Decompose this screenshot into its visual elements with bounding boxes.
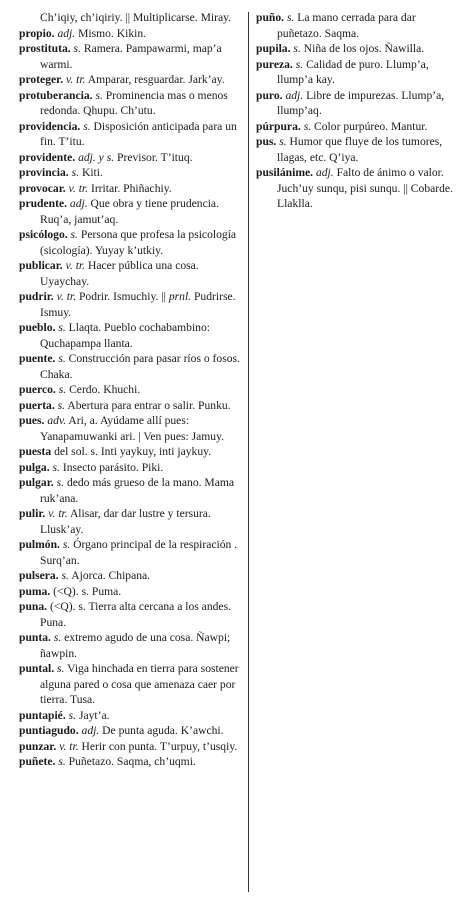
entry-headword: pupila. [256,42,291,55]
entry-definition: dedo más grueso de la mano. Mama ruk’ana. [40,476,235,505]
dictionary-entry [19,568,241,584]
entry-grammar: s. [70,228,78,241]
column-divider [248,12,249,892]
entry-definition: Libre de impurezas. Llump’a, llump’aq. [277,88,445,117]
entry-grammar: s. [52,460,60,474]
dictionary-entry [19,584,241,600]
entry-definition: Herir con punta. T’urpuy, t’usqiy. [81,739,238,753]
dictionary-entry [19,754,241,770]
entry-grammar: v. tr. [66,73,86,86]
entry-grammar: v. tr. [48,507,68,520]
entry-definition: Ari, a. Ayúdame allí pues: Yanapamuwanki ari. | Ven pues: Jamuy. [40,414,225,443]
entry-definition: Cerdo. Khuchi. [69,383,141,396]
entry-definition: Amparar, resguardar. Jark’ay. [87,73,225,86]
entry-definition: Alisar, dar dar lustre y tersura. Llusk’ay. [40,507,211,536]
entry-grammar: adj. [285,88,304,102]
entry-grammar: s. [83,119,91,133]
entry-headword: puntapié. [19,708,66,722]
entry-definition: Niña de los ojos. Ñawilla. [303,42,425,55]
entry-headword: púrpura. [256,119,301,133]
dictionary-entry [19,661,241,708]
entry-headword: puesta [19,445,52,458]
entry-grammar: s. [53,631,62,644]
dictionary-entry [19,72,241,88]
entry-headword: provincia. [19,166,69,179]
entry-headword: puna. [19,600,48,613]
entry-definition: s. Puma. [81,584,122,598]
entry-definition: Previsor. T’ituq. [117,150,193,164]
entry-definition: Ajorca. Chipana. [71,569,151,582]
dictionary-entry [19,196,241,227]
entry-grammar: s. [57,662,65,675]
entry-grammar: s. [57,398,66,412]
entry-headword: puente. [19,352,56,365]
entry-headword: puerco. [19,383,56,396]
right-column [256,10,461,212]
entry-headword: punta. [19,631,51,644]
dictionary-entry [19,320,241,351]
entry-headword: puntal. [19,662,55,675]
entry-headword: puerta. [19,398,55,412]
entry-grammar: adv. [47,414,67,427]
entry-grammar: prnl. [168,290,192,303]
entry-grammar: s. [62,538,71,551]
entry-definition: Disposición anticipada para un fin. T’itu. [40,119,237,148]
dictionary-entry [19,88,241,119]
entry-definition: Construcción para pasar ríos o fosos. Chaka. [40,352,240,381]
entry-headword: provocar. [19,181,66,195]
entry-headword: pues. [19,414,45,427]
entry-headword: pudrir. [19,290,54,303]
dictionary-entry [19,708,241,724]
dictionary-entry [19,26,241,42]
entry-headword: pulir. [19,507,46,520]
entry-headword: pueblo. [19,321,56,334]
entry-grammar: s. [56,476,65,489]
dictionary-entry [256,57,461,88]
entry-grammar: (<Q). [49,600,76,613]
entry-grammar: s. [279,135,287,148]
dictionary-entry [19,181,241,197]
dictionary-entry [19,165,241,181]
entry-grammar: s. [95,88,103,102]
entry-grammar: (<Q). [53,584,79,598]
entry-grammar: s. [58,321,66,334]
entry-grammar: s. [61,569,69,582]
entry-definition: Hacer pública una cosa. Uyaychay. [40,259,199,288]
entry-definition: Color purpúreo. Mantur. [314,119,428,133]
dictionary-entry [19,444,241,460]
entry-headword: pusilánime. [256,166,314,179]
entry-headword: puma. [19,584,51,598]
entry-headword: proteger. [19,73,64,86]
entry-headword: pus. [256,135,277,148]
entry-headword: pulga. [19,460,50,474]
entry-grammar: s. [303,119,312,133]
dictionary-entry [19,258,241,289]
dictionary-entry [19,630,241,661]
entry-headword: puño. [256,11,285,24]
left-column [19,10,241,770]
entry-definition: Prominencia mas o menos redonda. Qhupu. Ch’utu. [40,88,228,117]
entry-grammar: adj. [57,26,76,40]
entry-grammar: adj. y s. [78,150,115,164]
entry-headword: pulmón. [19,538,60,551]
dictionary-entry [19,739,241,755]
dictionary-entry [19,398,241,414]
entry-headword: puro. [256,88,283,102]
dictionary-entry [19,227,241,258]
entry-headword: providencia. [19,119,81,133]
dictionary-entry [19,150,241,166]
entry-grammar: s. [73,42,81,55]
entry-definition: Podrir. Ismuchiy. || [78,290,166,303]
entry-definition: Pudrirse. Ismuy. [40,290,236,319]
entry-headword: pulgar. [19,476,54,489]
entry-grammar: v. tr. [59,739,79,753]
dictionary-entry [19,10,241,26]
entry-headword: pureza. [256,57,293,71]
entry-grammar: adj. [81,724,100,737]
entry-grammar: s. [71,166,80,179]
dictionary-entry [256,165,461,212]
dictionary-entry [256,134,461,165]
entry-grammar: v. tr. [68,181,89,195]
entry-headword: prudente. [19,197,67,210]
dictionary-entry [19,289,241,320]
entry-headword: protuberancia. [19,88,93,102]
entry-grammar: s. [293,42,301,55]
entry-headword: publicar. [19,259,63,272]
entry-grammar: v. tr. [65,259,86,272]
dictionary-entry [19,460,241,476]
entry-definition: Mismo. Kikin. [78,26,147,40]
entry-definition: Irritar. Phiñachiy. [90,181,172,195]
entry-headword: pulsera. [19,569,59,582]
dictionary-entry [19,41,241,72]
dictionary-entry [19,119,241,150]
entry-definition: s. Tierra alta cercana a los andes. Puna. [40,600,231,629]
entry-definition: De punta aguda. K’awchi. [102,724,224,737]
dictionary-entry [19,723,241,739]
dictionary-entry [256,41,461,57]
entry-headword: propio. [19,26,55,40]
entry-grammar: s. [286,11,295,24]
entry-grammar: s. [68,708,77,722]
entry-definition: extremo agudo de una cosa. Ñawpi; ñawpin. [40,631,231,660]
entry-definition: Ch’iqiy, ch’iqiriy. || Multiplicarse. Miray. [40,11,232,24]
entry-definition: Órgano principal de la respiración . Surq’an. [40,538,238,567]
entry-definition: Jayt’a. [78,708,110,722]
entry-definition: Que obra y tiene prudencia. Ruq’a, jamut’aq. [40,197,219,226]
entry-grammar: s. [58,755,66,768]
entry-definition: Llaqta. Pueblo cochabambino: Quchapampa llanta. [40,321,210,350]
entry-definition: Humor que fluye de los tumores, llagas, etc. Q’iya. [277,135,443,164]
entry-definition: Calidad de puro. Llump’a, llump’a kay. [277,57,429,86]
entry-definition: Kiti. [81,166,103,179]
entry-grammar: adj. [315,166,334,179]
entry-definition: La mano cerrada para dar puñetazo. Saqma. [277,11,416,40]
entry-grammar: s. [58,352,66,365]
entry-definition: Abertura para entrar o salir. Punku. [67,398,231,412]
entry-headword: puñete. [19,755,56,768]
dictionary-entry [19,506,241,537]
dictionary-entry [256,10,461,41]
dictionary-entry [256,88,461,119]
entry-definition: Insecto parásito. Piki. [62,460,164,474]
entry-grammar: s. [295,57,304,71]
entry-definition: Puñetazo. Saqma, ch’uqmi. [68,755,196,768]
entry-headword: prostituta. [19,42,71,55]
dictionary-entry [19,413,241,444]
dictionary-entry [19,351,241,382]
entry-headword: puntiagudo. [19,724,79,737]
entry-headword: psicólogo. [19,228,68,241]
entry-grammar: s. [58,383,67,396]
dictionary-entry [19,599,241,630]
entry-headword: providente. [19,150,76,164]
dictionary-entry [19,382,241,398]
entry-definition: Ramera. Pampawarmi, map’a warmi. [40,42,222,71]
entry-headword: punzar. [19,739,57,753]
entry-definition: del sol. s. Inti yaykuy, inti jaykuy. [54,445,212,458]
dictionary-entry [19,537,241,568]
entry-definition: Persona que profesa la psicología (sicología). Yuyay k’utkiy. [40,228,237,257]
entry-definition: Viga hinchada en tierra para sostener alguna pared o cosa que amenaza caer por tierra. Tusa. [40,662,239,706]
entry-grammar: v. tr. [56,290,77,303]
dictionary-entry [19,475,241,506]
dictionary-entry [256,119,461,135]
entry-definition: Falto de ánimo o valor. Juch’uy sunqu, pisi sunqu. || Cobarde. Llaklla. [277,166,453,210]
entry-grammar: adj. [69,197,88,210]
